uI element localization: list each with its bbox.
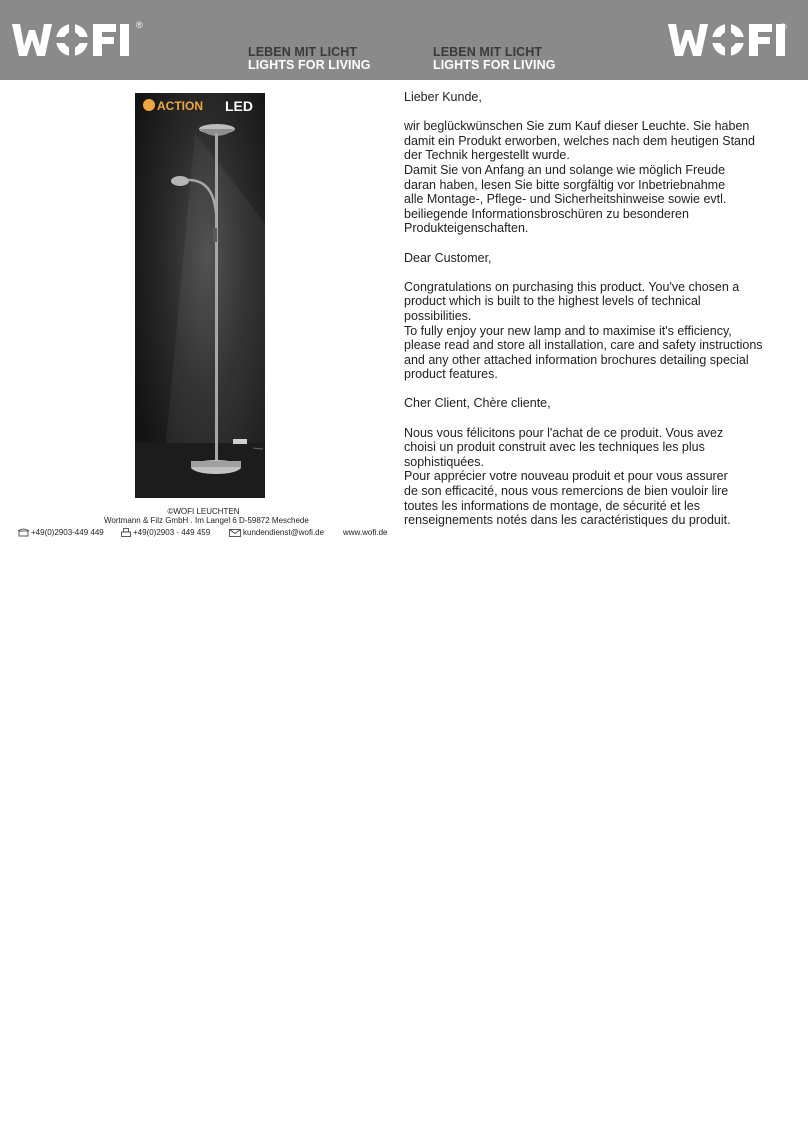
tagline-left: [248, 46, 371, 72]
wofi-logo-left: [12, 20, 143, 60]
phone-number: +49(0)2903-449 449: [31, 528, 104, 537]
french-greeting: Cher Client, Chère cliente,: [404, 396, 551, 411]
phone-icon: [18, 528, 29, 537]
wofi-logo-right: [668, 20, 794, 60]
english-greeting: Dear Customer,: [404, 250, 492, 265]
action-badge: ACTION: [157, 99, 203, 113]
fax-contact: [121, 528, 210, 537]
wofi-logo-mark: [12, 20, 136, 60]
wofi-logo-mark: [668, 20, 792, 60]
sun-icon: [143, 99, 155, 111]
email-address[interactable]: kundendienst@wofi.de: [243, 528, 325, 537]
floor-lamp-illustration: [135, 93, 265, 498]
fax-icon: [121, 528, 131, 537]
tagline-left-line2: LIGHTS FOR LIVING: [248, 58, 371, 72]
registered-mark: ®: [136, 20, 143, 30]
copyright: ©WOFI LEUCHTEN: [167, 507, 240, 516]
english-body: Congratulations on purchasing this product. You've chosen a product which is built to the highest levels of technical possibilities. To fully enjoy your new lamp and to maximise it's efficiency, please read and store all installation, care and safety instructions and any other attached information brochures detailing special product features.: [404, 279, 763, 382]
header-bar: [0, 0, 808, 80]
tagline-right: [433, 46, 556, 72]
website-contact: [343, 528, 387, 537]
phone-contact: [18, 528, 104, 537]
registered-mark: ®: [780, 22, 787, 32]
welcome-text: [404, 90, 774, 542]
fax-number: +49(0)2903 - 449 459: [133, 528, 211, 537]
website-link[interactable]: www.wofi.de: [343, 528, 388, 537]
german-greeting: Lieber Kunde,: [404, 90, 482, 104]
tagline-right-line1: LEBEN MIT LICHT: [433, 45, 543, 59]
french-body: Nous vous félicitons pour l'achat de ce produit. Vous avez choisi un produit construit avec les techniques les plus sophistiquées. Pour apprécier votre nouveau produit et pour vous assurer de son efficacité, nous vous remercions de bien vouloir lire toutes les informations de montage, de sécurité et les renseignements notés dans les caractéristiques du produit.: [404, 425, 731, 528]
product-photo: [135, 93, 265, 498]
email-contact: [229, 528, 324, 537]
led-badge: LED: [225, 98, 253, 114]
tagline-right-line2: LIGHTS FOR LIVING: [433, 58, 556, 72]
company-address: Wortmann & Filz GmbH . Im Langel 6 D-59872 Meschede: [104, 516, 309, 525]
tagline-left-line1: LEBEN MIT LICHT: [248, 45, 358, 59]
german-body: wir beglückwünschen Sie zum Kauf dieser Leuchte. Sie haben damit ein Produkt erworben, welches nach dem heutigen Stand der Technik hergestellt wurde. Damit Sie von Anfang an und solange wie möglich Freude daran haben, lesen Sie bitte sorgfältig vor Inbetriebnahme alle Montage-, Pflege- und Sicherheitshinweise sowie evtl. beiliegende Informationsbroschüren zu besonderen Produkteigenschaften.: [404, 119, 755, 236]
envelope-icon: [229, 529, 241, 537]
